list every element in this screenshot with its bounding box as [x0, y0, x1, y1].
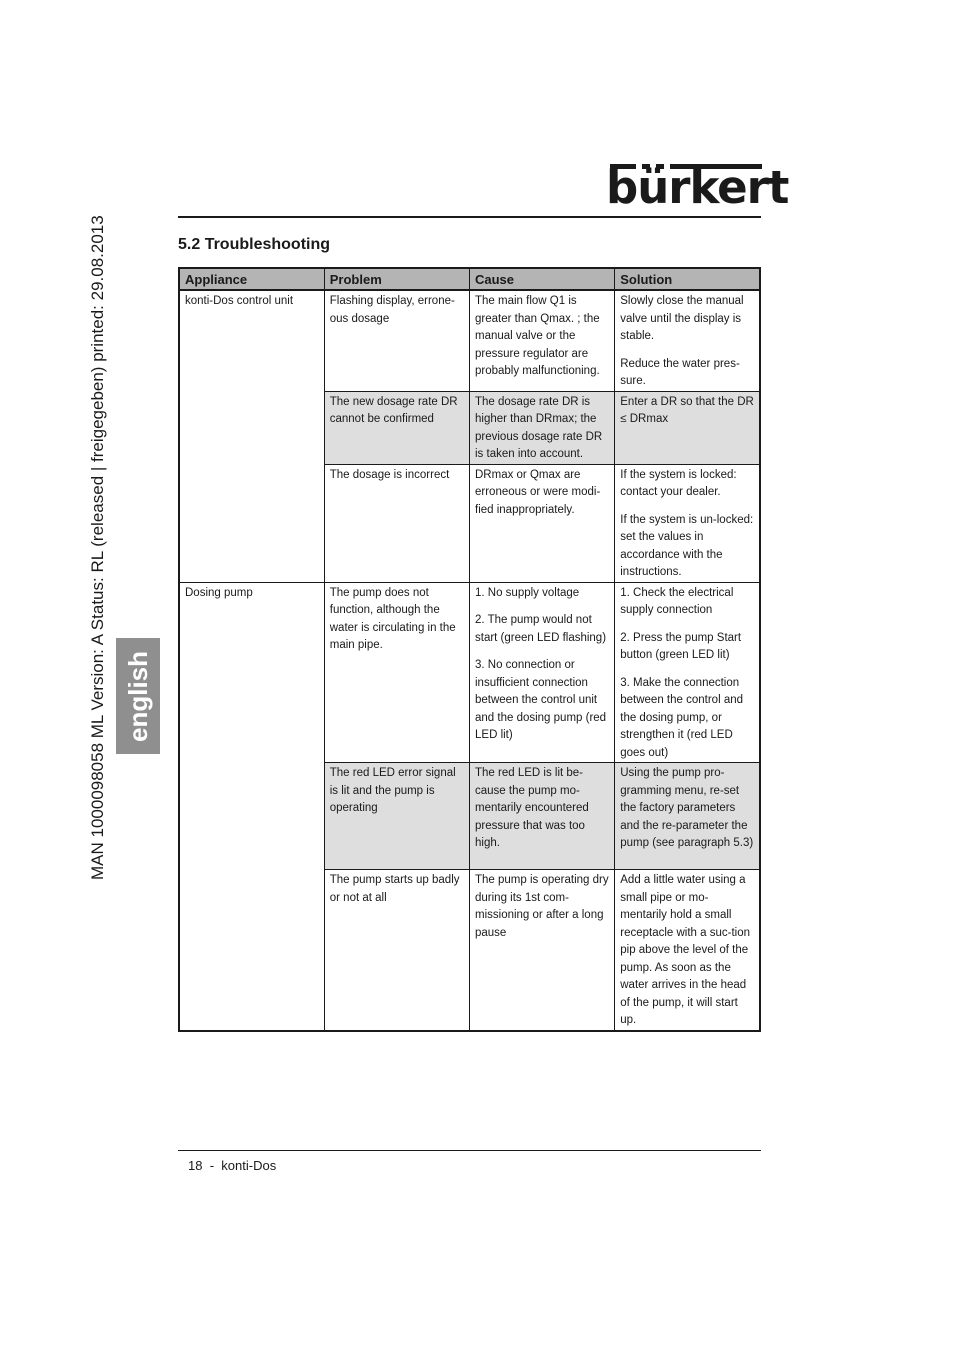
- page-footer: [188, 1158, 276, 1173]
- problem-text: The new dosage rate DR cannot be confirmed: [329, 395, 458, 425]
- problem-cell: [324, 391, 469, 464]
- cause-cell: [470, 290, 615, 391]
- solution-text: Reduce the water pres-sure.: [620, 357, 740, 387]
- header-cause: Cause: [470, 268, 615, 290]
- problem-cell: [324, 870, 469, 1031]
- cause-cell: [470, 391, 615, 464]
- cause-text: DRmax or Qmax are erroneous or were modi-fied inappropriately.: [475, 468, 601, 516]
- solution-text: If the system is un-locked: set the values in accordance with the instructions.: [620, 513, 754, 578]
- page-number: 18: [188, 1158, 203, 1173]
- section-title: 5.2 Troubleshooting: [178, 236, 331, 253]
- problem-cell: [324, 763, 469, 870]
- solution-text: Enter a DR so that the DR ≤ DRmax: [620, 395, 754, 425]
- table-row: [179, 582, 760, 763]
- language-tab-label: english: [123, 650, 153, 742]
- cause-text: 1. No supply voltage: [475, 586, 580, 599]
- cause-cell: [470, 763, 615, 870]
- appliance-cell: Dosing pump: [179, 582, 324, 1031]
- problem-text: The red LED error signal is lit and the pump is operating: [329, 767, 456, 814]
- solution-cell: [615, 464, 760, 582]
- solution-text: 3. Make the connection between the control and the dosing pump, or strengthen it (red LED goes out): [620, 676, 744, 759]
- problem-cell: [324, 290, 469, 391]
- cause-cell: [470, 582, 615, 763]
- solution-cell: [615, 582, 760, 763]
- logo-wordmark: bürkert: [606, 161, 789, 214]
- solution-cell: [615, 290, 760, 391]
- footer-rule: [178, 1150, 761, 1151]
- document-status-label: MAN 1000098058 ML Version: A Status: RL (released | freigegeben) printed: 29.08.2013: [88, 215, 107, 880]
- problem-text: The pump starts up badly or not at all: [329, 874, 460, 904]
- solution-text: Using the pump pro-gramming menu, re-set the factory parameters and the re-parameter the pump (see paragraph 5.3): [620, 767, 754, 849]
- footer-separator: -: [209, 1158, 215, 1173]
- cause-cell: [470, 464, 615, 582]
- footer-doc-name: konti-Dos: [221, 1158, 277, 1173]
- cause-text: The red LED is lit be-cause the pump mo-mentarily encountered pressure that was too high.: [475, 767, 589, 849]
- cause-cell: [470, 870, 615, 1031]
- cause-text: The main flow Q1 is greater than Qmax. ; the manual valve or the pressure regulator are probably malfunctioning.: [475, 295, 600, 377]
- header-appliance: Appliance: [179, 268, 324, 290]
- solution-cell: [615, 870, 760, 1031]
- table-header-row: [179, 268, 760, 290]
- cause-text: The pump is operating dry during its 1st com-missioning or after a long pause: [475, 874, 609, 939]
- problem-text: The dosage is incorrect: [329, 468, 450, 481]
- solution-text: 1. Check the electrical supply connection: [620, 586, 734, 616]
- cause-text: 3. No connection or insufficient connection between the control unit and the dosing pump (red LED lit): [475, 659, 607, 741]
- language-tab: [116, 638, 160, 754]
- problem-text: The pump does not function, although the water is circulating in the main pipe.: [329, 586, 456, 651]
- solution-text: 2. Press the pump Start button (green LED lit): [620, 631, 742, 661]
- problem-text: Flashing display, errone-ous dosage: [329, 295, 455, 325]
- appliance-cell: konti-Dos control unit: [179, 290, 324, 582]
- solution-text: Add a little water using a small pipe or mo-mentarily hold a small receptacle with a suc-tion pip above the level of the pump. As soon as the water arrives in the head of the pump, it will start up.: [620, 874, 751, 1026]
- problem-cell: [324, 582, 469, 763]
- header-solution: Solution: [615, 268, 760, 290]
- solution-text: If the system is locked: contact your dealer.: [620, 468, 737, 498]
- header-problem: Problem: [324, 268, 469, 290]
- solution-cell: [615, 391, 760, 464]
- table-row: [179, 290, 760, 391]
- problem-cell: [324, 464, 469, 582]
- header-rule: [178, 216, 761, 218]
- cause-text: The dosage rate DR is higher than DRmax; the previous dosage rate DR is taken into account.: [475, 395, 603, 460]
- cause-text: 2. The pump would not start (green LED flashing): [475, 614, 607, 644]
- solution-text: Slowly close the manual valve until the display is stable.: [620, 295, 744, 342]
- solution-cell: [615, 763, 760, 870]
- burkert-logo: [606, 161, 789, 214]
- troubleshooting-table: [178, 267, 761, 1032]
